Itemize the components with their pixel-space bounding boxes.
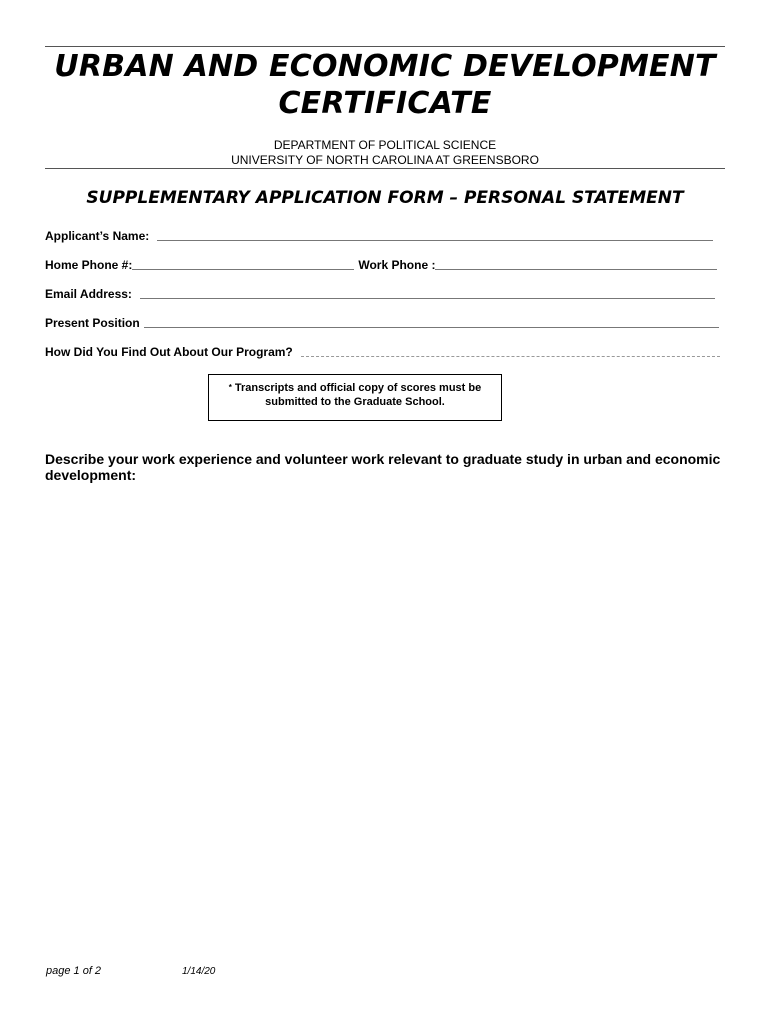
email-label: Email Address:: [45, 287, 132, 301]
transcripts-note: [208, 374, 502, 421]
top-rule: [45, 46, 725, 47]
department-name: DEPARTMENT OF POLITICAL SCIENCE: [273, 138, 497, 152]
asterisk: *: [228, 383, 232, 392]
find-out-label: How Did You Find Out About Our Program?: [45, 345, 293, 359]
work-phone-label: Work Phone :: [358, 258, 436, 272]
applicant-name-label: Applicant’s Name:: [45, 229, 150, 243]
applicant-name-field[interactable]: [157, 240, 713, 241]
email-row: [45, 285, 715, 301]
note-line-1: * Transcripts and official copy of scores must be: [228, 382, 482, 394]
university-name: UNIVERSITY OF NORTH CAROLINA AT GREENSBORO: [231, 153, 539, 167]
email-field[interactable]: [140, 298, 715, 299]
form-subtitle: SUPPLEMENTARY APPLICATION FORM – PERSONAL STATEMENT: [86, 188, 684, 208]
document-title: [45, 48, 725, 122]
revision-date: 1/14/20: [182, 966, 216, 977]
find-out-row: [45, 343, 720, 359]
note-line-2: submitted to the Graduate School.: [265, 396, 445, 408]
home-phone-field[interactable]: [132, 269, 354, 270]
title-line-1: URBAN AND ECONOMIC DEVELOPMENT: [54, 49, 716, 84]
present-position-field[interactable]: [144, 327, 719, 328]
present-position-row: [45, 314, 719, 330]
present-position-label: Present Position: [45, 316, 140, 330]
home-phone-label: Home Phone #:: [45, 258, 133, 272]
work-phone-field[interactable]: [435, 269, 717, 270]
title-line-2: CERTIFICATE: [278, 86, 492, 121]
phone-row: [45, 256, 717, 272]
personal-statement-prompt: Describe your work experience and volunteer work relevant to graduate study in urban and economic development:: [45, 451, 721, 483]
find-out-field[interactable]: [301, 356, 720, 357]
header-rule: [45, 168, 725, 169]
page-number: page 1 of 2: [46, 965, 102, 977]
applicant-name-row: [45, 227, 713, 243]
